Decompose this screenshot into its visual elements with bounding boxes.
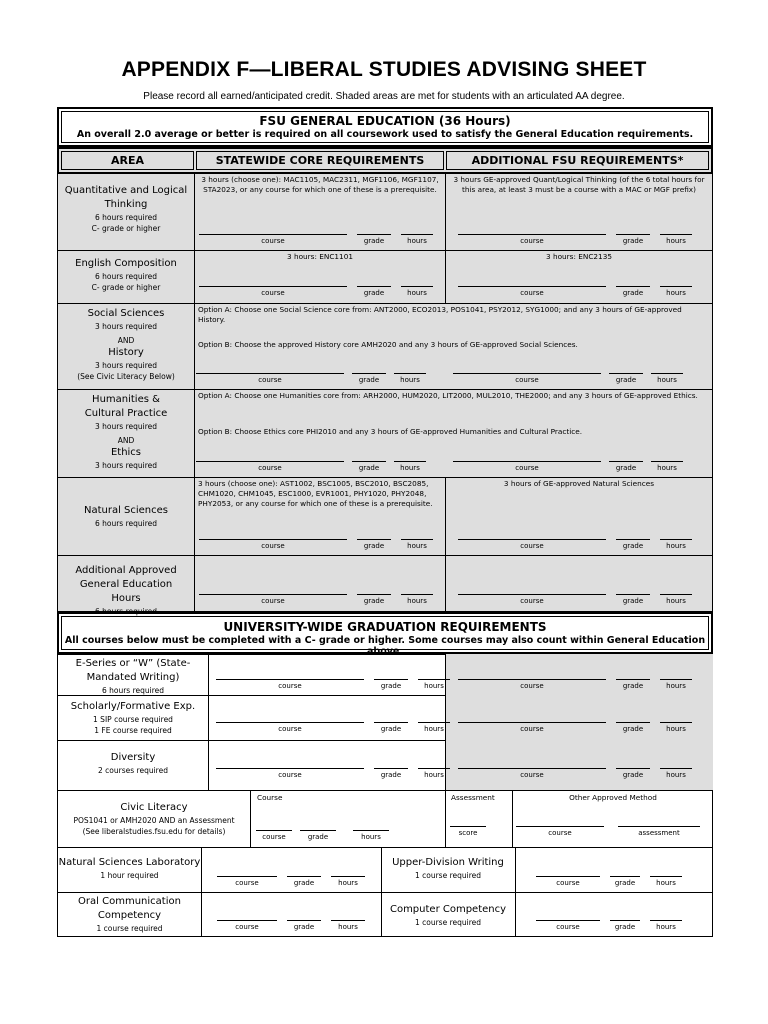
natural-core-grade-field[interactable] xyxy=(357,539,391,551)
natlab-grade-field[interactable] xyxy=(287,876,321,888)
additional-fsu-hours-field[interactable] xyxy=(660,594,692,606)
natlab-name: Natural Sciences Laboratory xyxy=(58,857,201,868)
upper-req: 1 course required xyxy=(414,871,482,880)
quant-core-course-field-line[interactable] xyxy=(199,234,347,235)
civic-other-assessment-field-label: assessment xyxy=(638,829,680,837)
oral-grade-field[interactable] xyxy=(287,920,321,932)
english-core-hours-field[interactable] xyxy=(401,286,433,298)
university-note: All courses below must be completed with a C- grade or higher. Some courses may also count within General Education above. xyxy=(64,635,706,657)
computer-grade-field-label: grade xyxy=(614,923,636,931)
diversity-2-course-field-label: course xyxy=(520,771,544,779)
additional-core-hours-field-label: hours xyxy=(407,597,427,605)
scholarly-1-course-field-label: course xyxy=(278,725,302,733)
oral-hours-field-label: hours xyxy=(338,923,358,931)
upper-hours-field[interactable] xyxy=(650,876,682,888)
eseries-1-hours-field-line[interactable] xyxy=(418,679,450,680)
diversity-name: Diversity xyxy=(110,752,156,763)
civic-note: (See Civic Literacy Below) xyxy=(77,372,175,381)
quant-core-text: 3 hours (choose one): MAC1105, MAC2311, MGF1106, MGF1107, STA2023, or any course for which one of these is a prerequisite. xyxy=(201,175,439,194)
civic-name: Civic Literacy xyxy=(120,802,188,813)
diversity-2-grade-field-line[interactable] xyxy=(616,768,650,769)
humanities-a-hours-field-line[interactable] xyxy=(394,461,426,462)
computer-course-field-line[interactable] xyxy=(536,920,600,921)
oral-req: 1 course required xyxy=(96,924,163,933)
scholarly-2-course-field[interactable] xyxy=(458,722,606,734)
civic-grade-field[interactable] xyxy=(300,830,336,842)
english-core-course-field-line[interactable] xyxy=(199,286,347,287)
computer-course-field-label: course xyxy=(556,923,580,931)
english-fsu-course-field[interactable] xyxy=(458,286,606,298)
upper-course-field[interactable] xyxy=(536,876,600,888)
humanities-option-a: Option A: Choose one Humanities core from: ARH2000, HUM2020, LIT2000, MUL2010, THE2000; and any 3 hours of GE-approved Ethics. xyxy=(198,391,698,400)
natural-fsu-grade-field-line[interactable] xyxy=(616,539,650,540)
diversity-1-course-field-line[interactable] xyxy=(216,768,364,769)
social-a-course-field-line[interactable] xyxy=(196,373,344,374)
additional-fsu-course-field-label: course xyxy=(520,597,544,605)
humanities-and: AND xyxy=(117,436,135,445)
diversity-1-grade-field[interactable] xyxy=(374,768,408,780)
civic-score-field-line[interactable] xyxy=(450,826,486,827)
additional-fsu-course-field[interactable] xyxy=(458,594,606,606)
quant-core-hours-field-line[interactable] xyxy=(401,234,433,235)
natlab-req: 1 hour required xyxy=(100,871,159,880)
civic-req2: (See liberalstudies.fsu.edu for details) xyxy=(82,827,226,836)
quant-core-hours-field[interactable] xyxy=(401,234,433,246)
natlab-grade-field-line[interactable] xyxy=(287,876,321,877)
scholarly-2-course-field-line[interactable] xyxy=(458,722,606,723)
english-hours: 6 hours required xyxy=(94,272,158,281)
natural-core-course-field-label: course xyxy=(261,542,285,550)
diversity-1-course-field-label: course xyxy=(278,771,302,779)
ethics-name: Ethics xyxy=(110,447,142,458)
civic-course-field[interactable] xyxy=(256,830,292,842)
scholarly-name: Scholarly/Formative Exp. xyxy=(70,701,196,712)
social-b-course-field-label: course xyxy=(515,376,539,384)
quant-grade: C- grade or higher xyxy=(91,224,161,233)
social-a-hours-field-label: hours xyxy=(400,376,420,384)
english-fsu-hours-field-line[interactable] xyxy=(660,286,692,287)
computer-grade-field-line[interactable] xyxy=(610,920,640,921)
natural-core-course-field[interactable] xyxy=(199,539,347,551)
computer-hours-field-label: hours xyxy=(656,923,676,931)
quant-core-hours-field-label: hours xyxy=(407,237,427,245)
natural-fsu-hours-field-line[interactable] xyxy=(660,539,692,540)
english-fsu-course-field-label: course xyxy=(520,289,544,297)
eseries-2-hours-field-label: hours xyxy=(666,682,686,690)
quant-core-grade-field[interactable] xyxy=(357,234,391,246)
natural-fsu-text: 3 hours of GE-approved Natural Sciences xyxy=(503,479,655,488)
upper-name: Upper-Division Writing xyxy=(392,857,504,868)
scholarly-1-course-field-line[interactable] xyxy=(216,722,364,723)
humanities-b-course-field-label: course xyxy=(515,464,539,472)
history-hours: 3 hours required xyxy=(94,361,158,370)
additional-fsu-grade-field[interactable] xyxy=(616,594,650,606)
civic-grade-field-line[interactable] xyxy=(300,830,336,831)
natural-fsu-grade-field-label: grade xyxy=(622,542,644,550)
natlab-hours-field[interactable] xyxy=(331,876,365,888)
diversity-1-hours-field-line[interactable] xyxy=(418,768,450,769)
humanities-option-b: Option B: Choose Ethics core PHI2010 and any 3 hours of GE-approved Humanities and Cultural Practice. xyxy=(198,427,583,436)
eseries-name: E-Series or “W” (State-Mandated Writing) xyxy=(75,658,191,683)
computer-name: Computer Competency xyxy=(389,904,507,915)
social-a-course-field-label: course xyxy=(258,376,282,384)
diversity-1-course-field[interactable] xyxy=(216,768,364,780)
university-header xyxy=(57,612,713,657)
humanities-a-grade-field[interactable] xyxy=(352,461,386,473)
oral-name: Oral Communication Competency xyxy=(78,896,181,921)
eseries-2-course-field-label: course xyxy=(520,682,544,690)
social-option-a: Option A: Choose one Social Science core from: ANT2000, ECO2013, POS1041, PSY2012, SYG1000; and any 3 hours of GE-approved History. xyxy=(198,305,682,324)
eseries-1-course-field-line[interactable] xyxy=(216,679,364,680)
quant-fsu-course-field-label: course xyxy=(520,237,544,245)
civic-other-course-field-label: course xyxy=(548,829,572,837)
natural-core-text: 3 hours (choose one): AST1002, BSC1005, BSC2010, BSC2085, CHM1020, CHM1045, ESC1000, EVR1001, PHY1020, PHY2048, PHY2053, or any course for which one of these is a prerequisite. xyxy=(198,479,433,508)
civic-other-course-field-line[interactable] xyxy=(516,826,604,827)
computer-req: 1 course required xyxy=(414,918,482,927)
eseries-2-course-field-line[interactable] xyxy=(458,679,606,680)
ethics-hours: 3 hours required xyxy=(94,461,158,470)
humanities-a-grade-field-label: grade xyxy=(358,464,380,472)
eseries-2-hours-field-line[interactable] xyxy=(660,679,692,680)
computer-course-field[interactable] xyxy=(536,920,600,932)
additional-core-hours-field[interactable] xyxy=(401,594,433,606)
diversity-2-hours-field-label: hours xyxy=(666,771,686,779)
civic-hours-field-label: hours xyxy=(361,833,381,841)
quant-fsu-hours-field-label: hours xyxy=(666,237,686,245)
additional-fsu-course-field-line[interactable] xyxy=(458,594,606,595)
natural-fsu-course-field[interactable] xyxy=(458,539,606,551)
eseries-1-hours-field-label: hours xyxy=(424,682,444,690)
humanities-a-course-field-label: course xyxy=(258,464,282,472)
diversity-1-grade-field-label: grade xyxy=(380,771,402,779)
civic-other-course-field[interactable] xyxy=(516,826,604,838)
oral-course-field-line[interactable] xyxy=(217,920,277,921)
additional-core-grade-field-label: grade xyxy=(363,597,385,605)
humanities-b-hours-field[interactable] xyxy=(651,461,683,473)
english-core-grade-field-label: grade xyxy=(363,289,385,297)
eseries-2-grade-field-line[interactable] xyxy=(616,679,650,680)
oral-hours-field-line[interactable] xyxy=(331,920,365,921)
diversity-req: 2 courses required xyxy=(98,766,168,775)
natlab-hours-field-label: hours xyxy=(338,879,358,887)
english-core-course-field-label: course xyxy=(261,289,285,297)
upper-grade-field-line[interactable] xyxy=(610,876,640,877)
humanities-b-grade-field[interactable] xyxy=(609,461,643,473)
natlab-course-field[interactable] xyxy=(217,876,277,888)
page-title: APPENDIX F—LIBERAL STUDIES ADVISING SHEET xyxy=(121,58,647,81)
english-name: English Composition xyxy=(75,258,177,269)
civic-req1: POS1041 or AMH2020 AND an Assessment xyxy=(73,816,235,825)
natural-fsu-course-field-label: course xyxy=(520,542,544,550)
quant-fsu-text: 3 hours GE-approved Quant/Logical Thinking (of the 6 total hours for this area, at least 3 must be a course with a MAC or MGF prefix) xyxy=(453,175,705,194)
gen-ed-header xyxy=(57,107,713,147)
quant-core-grade-field-line[interactable] xyxy=(357,234,391,235)
eseries-1-grade-field-label: grade xyxy=(380,682,402,690)
natural-fsu-course-field-line[interactable] xyxy=(458,539,606,540)
social-and: AND xyxy=(117,336,135,345)
eseries-2-grade-field[interactable] xyxy=(616,679,650,691)
computer-grade-field[interactable] xyxy=(610,920,640,932)
humanities-name-b: Cultural Practice xyxy=(84,408,168,419)
english-grade: C- grade or higher xyxy=(91,283,161,292)
humanities-name: Humanities & xyxy=(92,394,160,405)
eseries-1-hours-field[interactable] xyxy=(418,679,450,691)
civic-course-hdr: Course xyxy=(257,793,283,802)
english-fsu-grade-field-label: grade xyxy=(622,289,644,297)
natural-name: Natural Sciences xyxy=(83,505,169,516)
natural-core-hours-field-line[interactable] xyxy=(401,539,433,540)
diversity-2-hours-field-line[interactable] xyxy=(660,768,692,769)
additional-name: Additional Approved General Education Hours xyxy=(75,565,177,604)
quant-fsu-course-field-line[interactable] xyxy=(458,234,606,235)
social-a-grade-field-label: grade xyxy=(358,376,380,384)
social-b-grade-field[interactable] xyxy=(609,373,643,385)
additional-core-course-field-line[interactable] xyxy=(199,594,347,595)
diversity-2-hours-field[interactable] xyxy=(660,768,692,780)
quant-core-grade-field-label: grade xyxy=(363,237,385,245)
gen-ed-column-headers xyxy=(57,147,713,174)
gen-ed-title: FSU GENERAL EDUCATION (36 Hours) xyxy=(259,114,511,128)
social-b-grade-field-label: grade xyxy=(615,376,637,384)
additional-hours: 6 hours required xyxy=(94,607,158,616)
natural-core-hours-field[interactable] xyxy=(401,539,433,551)
eseries-2-course-field[interactable] xyxy=(458,679,606,691)
scholarly-2-hours-field[interactable] xyxy=(660,722,692,734)
humanities-b-grade-field-label: grade xyxy=(615,464,637,472)
eseries-1-grade-field-line[interactable] xyxy=(374,679,408,680)
oral-course-field[interactable] xyxy=(217,920,277,932)
quant-fsu-grade-field-line[interactable] xyxy=(616,234,650,235)
social-b-hours-field-label: hours xyxy=(657,376,677,384)
english-core-grade-field-line[interactable] xyxy=(357,286,391,287)
natlab-grade-field-label: grade xyxy=(293,879,315,887)
quant-core-course-field[interactable] xyxy=(199,234,347,246)
row-scholarly xyxy=(57,695,713,741)
natural-core-grade-field-line[interactable] xyxy=(357,539,391,540)
additional-core-grade-field[interactable] xyxy=(357,594,391,606)
additional-fsu-hours-field-label: hours xyxy=(666,597,686,605)
scholarly-2-grade-field-line[interactable] xyxy=(616,722,650,723)
quant-core-course-field-label: course xyxy=(261,237,285,245)
quant-fsu-hours-field-line[interactable] xyxy=(660,234,692,235)
additional-core-course-field[interactable] xyxy=(199,594,347,606)
civic-other-hdr: Other Approved Method xyxy=(569,793,657,802)
eseries-2-grade-field-label: grade xyxy=(622,682,644,690)
scholarly-2-grade-field[interactable] xyxy=(616,722,650,734)
english-fsu-hours-field[interactable] xyxy=(660,286,692,298)
natlab-course-field-line[interactable] xyxy=(217,876,277,877)
scholarly-1-course-field[interactable] xyxy=(216,722,364,734)
humanities-a-hours-field[interactable] xyxy=(394,461,426,473)
english-fsu-hours-field-label: hours xyxy=(666,289,686,297)
social-option-b: Option B: Choose the approved History core AMH2020 and any 3 hours of GE-approved Social Sciences. xyxy=(198,340,578,349)
natural-core-hours-field-label: hours xyxy=(407,542,427,550)
civic-course-field-label: course xyxy=(262,833,286,841)
scholarly-2-hours-field-label: hours xyxy=(666,725,686,733)
diversity-2-grade-field[interactable] xyxy=(616,768,650,780)
humanities-a-course-field-line[interactable] xyxy=(196,461,344,462)
diversity-2-course-field-line[interactable] xyxy=(458,768,606,769)
quant-fsu-grade-field[interactable] xyxy=(616,234,650,246)
civic-score-field[interactable] xyxy=(450,826,486,838)
english-core-hours-field-line[interactable] xyxy=(401,286,433,287)
scholarly-2-grade-field-label: grade xyxy=(622,725,644,733)
civic-hours-field[interactable] xyxy=(353,830,389,842)
upper-hours-field-line[interactable] xyxy=(650,876,682,877)
english-fsu-grade-field[interactable] xyxy=(616,286,650,298)
natural-fsu-hours-field-label: hours xyxy=(666,542,686,550)
oral-grade-field-line[interactable] xyxy=(287,920,321,921)
eseries-2-hours-field[interactable] xyxy=(660,679,692,691)
additional-fsu-grade-field-line[interactable] xyxy=(616,594,650,595)
diversity-1-hours-field-label: hours xyxy=(424,771,444,779)
gen-ed-note: An overall 2.0 average or better is required on all coursework used to satisfy the General Education requirements. xyxy=(76,129,694,140)
humanities-a-grade-field-line[interactable] xyxy=(352,461,386,462)
natlab-course-field-label: course xyxy=(235,879,259,887)
social-b-course-field-line[interactable] xyxy=(453,373,601,374)
social-name: Social Sciences xyxy=(87,308,165,319)
additional-core-course-field-label: course xyxy=(261,597,285,605)
natlab-hours-field-line[interactable] xyxy=(331,876,365,877)
humanities-a-course-field[interactable] xyxy=(196,461,344,473)
natural-fsu-hours-field[interactable] xyxy=(660,539,692,551)
diversity-1-grade-field-line[interactable] xyxy=(374,768,408,769)
social-a-course-field[interactable] xyxy=(196,373,344,385)
civic-other-assessment-field[interactable] xyxy=(618,826,700,838)
oral-grade-field-label: grade xyxy=(293,923,315,931)
english-core-text: 3 hours: ENC1101 xyxy=(287,252,353,261)
upper-grade-field[interactable] xyxy=(610,876,640,888)
humanities-b-course-field[interactable] xyxy=(453,461,601,473)
col-fsu: ADDITIONAL FSU REQUIREMENTS* xyxy=(471,154,684,167)
english-core-hours-field-label: hours xyxy=(407,289,427,297)
oral-hours-field[interactable] xyxy=(331,920,365,932)
scholarly-1-hours-field-label: hours xyxy=(424,725,444,733)
humanities-hours: 3 hours required xyxy=(94,422,158,431)
additional-fsu-grade-field-label: grade xyxy=(622,597,644,605)
english-fsu-course-field-line[interactable] xyxy=(458,286,606,287)
civic-course-field-line[interactable] xyxy=(256,830,292,831)
col-area: AREA xyxy=(110,154,144,167)
eseries-1-course-field-label: course xyxy=(278,682,302,690)
natural-fsu-grade-field[interactable] xyxy=(616,539,650,551)
natural-hours: 6 hours required xyxy=(94,519,158,528)
english-core-grade-field[interactable] xyxy=(357,286,391,298)
additional-fsu-hours-field-line[interactable] xyxy=(660,594,692,595)
upper-grade-field-label: grade xyxy=(614,879,636,887)
humanities-a-hours-field-label: hours xyxy=(400,464,420,472)
scholarly-2-course-field-label: course xyxy=(520,725,544,733)
diversity-1-hours-field[interactable] xyxy=(418,768,450,780)
scholarly-req1: 1 SIP course required xyxy=(93,715,173,724)
col-core: STATEWIDE CORE REQUIREMENTS xyxy=(215,154,425,167)
social-a-grade-field-line[interactable] xyxy=(352,373,386,374)
civic-grade-field-label: grade xyxy=(307,833,329,841)
civic-score-field-label: score xyxy=(458,829,478,837)
civic-hours-field-line[interactable] xyxy=(353,830,389,831)
computer-hours-field-line[interactable] xyxy=(650,920,682,921)
humanities-b-grade-field-line[interactable] xyxy=(609,461,643,462)
humanities-b-hours-field-label: hours xyxy=(657,464,677,472)
quant-fsu-course-field[interactable] xyxy=(458,234,606,246)
row-diversity xyxy=(57,740,713,791)
diversity-2-grade-field-label: grade xyxy=(622,771,644,779)
page-subtitle: Please record all earned/anticipated credit. Shaded areas are met for students with an articulated AA degree. xyxy=(143,91,625,102)
scholarly-2-hours-field-line[interactable] xyxy=(660,722,692,723)
scholarly-1-grade-field[interactable] xyxy=(374,722,408,734)
additional-core-hours-field-line[interactable] xyxy=(401,594,433,595)
quant-hours: 6 hours required xyxy=(94,213,158,222)
civic-assessment-hdr: Assessment xyxy=(451,793,495,802)
scholarly-1-hours-field-line[interactable] xyxy=(418,722,450,723)
natural-core-grade-field-label: grade xyxy=(363,542,385,550)
quant-fsu-hours-field[interactable] xyxy=(660,234,692,246)
scholarly-1-grade-field-line[interactable] xyxy=(374,722,408,723)
scholarly-req2: 1 FE course required xyxy=(94,726,172,735)
scholarly-1-grade-field-label: grade xyxy=(380,725,402,733)
civic-other-assessment-field-line[interactable] xyxy=(618,826,700,827)
social-b-hours-field[interactable] xyxy=(651,373,683,385)
social-b-hours-field-line[interactable] xyxy=(651,373,683,374)
english-fsu-grade-field-line[interactable] xyxy=(616,286,650,287)
humanities-b-hours-field-line[interactable] xyxy=(651,461,683,462)
english-fsu-text: 3 hours: ENC2135 xyxy=(546,252,612,261)
history-name: History xyxy=(108,347,144,358)
additional-core-grade-field-line[interactable] xyxy=(357,594,391,595)
english-core-course-field[interactable] xyxy=(199,286,347,298)
computer-hours-field[interactable] xyxy=(650,920,682,932)
eseries-1-grade-field[interactable] xyxy=(374,679,408,691)
upper-hours-field-label: hours xyxy=(656,879,676,887)
social-b-grade-field-line[interactable] xyxy=(609,373,643,374)
university-title: UNIVERSITY-WIDE GRADUATION REQUIREMENTS xyxy=(223,620,547,634)
social-hours: 3 hours required xyxy=(94,322,158,331)
quant-name: Quantitative and Logical Thinking xyxy=(64,185,188,210)
eseries-1-course-field[interactable] xyxy=(216,679,364,691)
social-a-hours-field-line[interactable] xyxy=(394,373,426,374)
natural-core-course-field-line[interactable] xyxy=(199,539,347,540)
eseries-req: 6 hours required xyxy=(101,686,165,695)
upper-course-field-line[interactable] xyxy=(536,876,600,877)
oral-course-field-label: course xyxy=(235,923,259,931)
upper-course-field-label: course xyxy=(556,879,580,887)
social-a-hours-field[interactable] xyxy=(394,373,426,385)
quant-fsu-grade-field-label: grade xyxy=(622,237,644,245)
social-b-course-field[interactable] xyxy=(453,373,601,385)
humanities-b-course-field-line[interactable] xyxy=(453,461,601,462)
diversity-2-course-field[interactable] xyxy=(458,768,606,780)
scholarly-1-hours-field[interactable] xyxy=(418,722,450,734)
social-a-grade-field[interactable] xyxy=(352,373,386,385)
